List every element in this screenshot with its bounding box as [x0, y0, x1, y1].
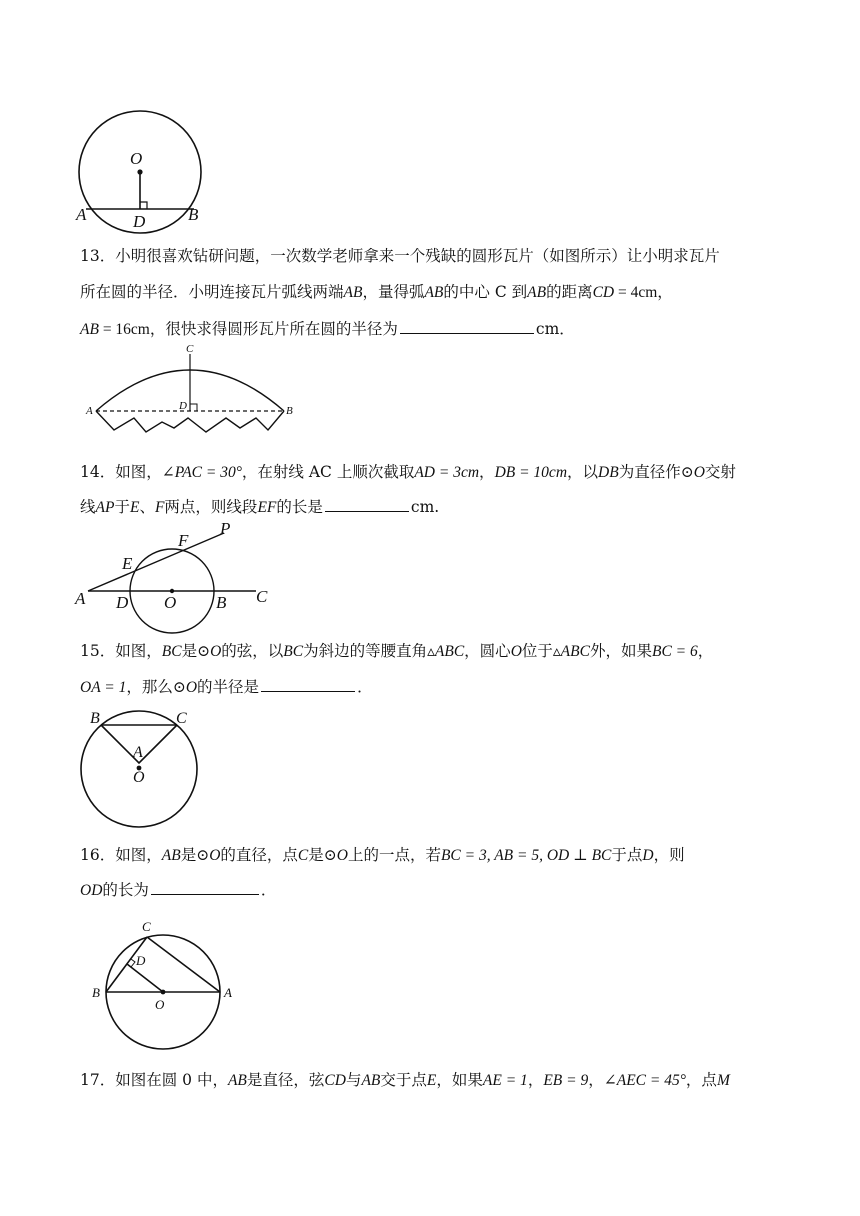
label-c: C [256, 587, 268, 606]
center-point [137, 169, 142, 174]
question-13-line-3: AB = 16cm，很快求得圆形瓦片所在圆的半径为 cm． [80, 317, 785, 341]
question-number: 14． [80, 463, 116, 481]
label-c: C [142, 919, 151, 934]
label-o: O [155, 997, 165, 1012]
question-14-line-1: 14．如图，∠PAC = 30°，在射线 AC 上顺次截取AD = 3cm，DB = 10cm，以DB为直径作⊙O交射 [80, 463, 736, 481]
label-b: B [216, 593, 227, 612]
label-p: P [220, 519, 231, 538]
question-13-line-1: 13．小明很喜欢钻研问题，一次数学老师拿来一个残缺的圆形瓦片（如图所示）让小明求瓦片 [80, 247, 720, 265]
label-o: O [133, 769, 145, 786]
right-angle-mark [140, 202, 147, 209]
label-b: B [286, 405, 293, 417]
label-b: B [188, 205, 199, 224]
label-f: F [178, 531, 189, 550]
broken-edge [96, 411, 284, 432]
question-number: 16． [80, 846, 116, 864]
question-15-line-2: OA = 1，那么⊙O的半径是 ． [80, 675, 785, 699]
label-o: O [164, 593, 177, 612]
question-number: 17． [80, 1071, 116, 1089]
label-d: D [179, 400, 187, 412]
label-a: A [76, 205, 87, 224]
figure-q12 [72, 124, 212, 230]
question-16-line-1: 16．如图，AB是⊙O的直径，点C是⊙O上的一点，若BC = 3, AB = 5, OD ⊥ BC于点D，则 [80, 846, 685, 864]
label-c: C [186, 343, 194, 355]
label-d: D [116, 593, 129, 612]
question-17-line-1: 17．如图在圆 0 中，AB是直径，弦CD与AB交于点E，如果AE = 1，EB = 9，∠AEC = 45°，点M [80, 1071, 730, 1089]
label-a: A [75, 589, 86, 608]
question-number: 15． [80, 642, 116, 660]
question-15-line-1: 15．如图，BC是⊙O的弦，以BC为斜边的等腰直角▵ABC，圆心O位于▵ABC外，如果BC = 6， [80, 642, 714, 660]
figure-q16 [90, 916, 246, 1036]
segment-od [127, 964, 163, 992]
question-14-line-2: 线AP于E、F两点，则线段EF的长是 cm. [80, 495, 785, 519]
question-13-line-2: 所在圆的半径．小明连接瓦片弧线两端AB，量得弧AB的中心 C 到AB的距离CD = 4cm， [80, 283, 673, 301]
answer-blank[interactable] [400, 317, 534, 334]
ray-ap [88, 533, 224, 591]
label-c: C [176, 710, 187, 727]
answer-blank[interactable] [261, 675, 355, 692]
question-16-line-2: OD的长为 ． [80, 878, 785, 902]
right-angle-mark [131, 959, 135, 967]
label-b: B [90, 710, 100, 727]
chord-ca [147, 937, 220, 992]
figure-q15 [76, 708, 206, 826]
label-a: A [133, 744, 143, 761]
figure-q13 [80, 344, 300, 444]
answer-blank[interactable] [325, 495, 409, 512]
label-o: O [130, 149, 143, 168]
answer-blank[interactable] [151, 878, 259, 895]
label-d: D [136, 953, 146, 968]
question-number: 13． [80, 247, 116, 265]
label-a: A [86, 405, 93, 417]
label-b: B [92, 985, 100, 1000]
right-angle-mark [190, 404, 197, 411]
label-d: D [133, 212, 146, 231]
label-e: E [122, 554, 133, 573]
figure-q14 [74, 519, 284, 614]
center-point [161, 990, 166, 995]
label-a: A [224, 985, 232, 1000]
